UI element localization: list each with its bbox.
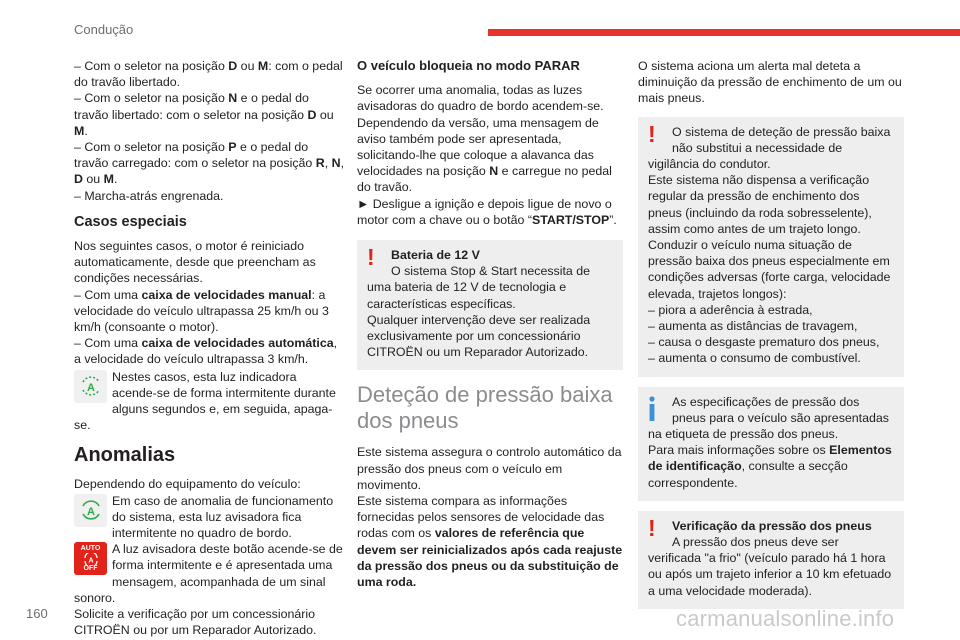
stop-mode-heading: O veículo bloqueia no modo PARAR: [357, 58, 580, 73]
anomalies-heading: Anomalias: [74, 444, 176, 467]
indicator-fault-note: A Em caso de anomalia de funcionamento do sistema, esta luz avisadora fica intermitente no quadro de bordo.: [74, 493, 344, 542]
warning-exclamation-icon: !: [367, 244, 375, 271]
manual-gearbox-item: – Com uma caixa de velocidades manual: a velocidade do veículo ultrapassa 25 km/h ou 3 km/h (consoante o motor).: [74, 287, 329, 335]
condition-item: – Com o seletor na posição P e o pedal do travão carregado: com o seletor na posição R, N, D ou M.: [74, 140, 345, 187]
auto-off-button-icon: AUTO A OFF: [74, 542, 107, 575]
svg-text:A: A: [86, 382, 95, 395]
special-cases-intro: Nos seguintes casos, o motor é reiniciado automaticamente, desde que preencham as condições necessárias.: [74, 239, 316, 286]
column-right: [638, 58, 904, 619]
column-left: [74, 58, 344, 639]
anomalies-intro: Dependendo do equipamento do veículo:: [74, 477, 301, 492]
watermark: carmanualsonline.info: [676, 606, 895, 631]
section-text: Este sistema assegura o controlo automático da pressão dos pneus com o veículo em movimento.: [357, 445, 622, 492]
header-accent-bar: [488, 29, 960, 36]
alert-text: O sistema aciona um alerta mal deteta a diminuição da pressão de enchimento de um ou mais pneus.: [638, 59, 902, 106]
svg-text:A: A: [86, 506, 95, 519]
section-text: Este sistema compara as informações fornecidas pelos sensores de velocidade das rodas com os valores de referência que devem ser reinicializados após cada reajuste da pressão dos pneus ou da substituição de uma roda.: [357, 494, 623, 590]
indicator-note: A Nestes casos, esta luz indicadora acende-se de forma intermitente durante alguns segundos e, em seguida, apaga-se.: [74, 369, 336, 433]
warning-exclamation-icon: !: [648, 514, 656, 541]
condition-item: – Com o seletor na posição D ou M: com o pedal do travão libertado.: [74, 59, 343, 90]
stop-mode-text: Se ocorrer uma anomalia, todas as luzes avisadoras do quadro de bordo acendem-se.: [357, 83, 604, 114]
anomalies-advice: Solicite a verificação por um concessionário CITROËN ou por um Reparador Autorizado.: [74, 607, 317, 638]
warning-exclamation-icon: !: [648, 120, 656, 147]
battery-warning-box: ! Bateria de 12 V O sistema Stop & Start necessita de uma bateria de 12 V de tecnologia e características específicas. Qualquer intervenção deve ser realizada exclusivamente por um concessionário CITROËN ou um Reparador Autorizado.: [357, 240, 623, 370]
pressure-check-warning-box: ! Verificação da pressão dos pneus A pressão dos pneus deve ser verificada "a frio" (veículo parado há 1 hora ou após um trajeto inferior a 10 km efetuado a uma velocidade moderada).: [638, 511, 904, 609]
tyre-spec-info-box: As especificações de pressão dos pneus para o veículo são apresentadas na etiqueta de pressão dos pneus. Para mais informações sobre os Elementos de identificação, consulte a secção correspondente.: [638, 387, 904, 501]
svg-text:A: A: [87, 557, 94, 565]
vigilance-warning-box: ! O sistema de deteção de pressão baixa não substitui a necessidade de vigilância do condutor. Este sistema não dispensa a verificação regular da pressão de enchimento dos pneus (incluindo da roda sobresselente), assim como antes de um trajeto longo. Conduzir o veículo numa situação de pressão baixa dos pneus especialmente em condições adversas (forte carga, velocidade elevada, trajetos longos): – piora a aderência à estrada, – aumenta as distâncias de travagem, – causa o desgaste prematuro dos pneus, – aumenta o consumo de combustível.: [638, 117, 904, 377]
condition-item: – Com o seletor na posição N e o pedal do travão libertado: com o seletor na posição D ou M.: [74, 91, 334, 138]
special-cases-heading: Casos especiais: [74, 213, 187, 230]
page-number: 160: [26, 606, 48, 621]
stop-start-indicator-icon: [74, 370, 107, 403]
stop-start-fault-icon: [74, 494, 107, 527]
section-title: Deteção de pressão baixa dos pneus: [357, 382, 613, 434]
running-header: Condução: [74, 22, 134, 37]
info-icon: [648, 396, 662, 426]
column-middle: [357, 58, 623, 590]
button-fault-note: AUTO A OFF A luz avisadora deste botão acende-se de forma intermitente e é apresentada uma mensagem, acompanhada de um sinal sonoro.: [74, 542, 343, 605]
automatic-gearbox-item: – Com uma caixa de velocidades automática, a velocidade do veículo ultrapassa 3 km/h.: [74, 336, 338, 367]
condition-item: – Marcha-atrás engrenada.: [74, 188, 224, 203]
stop-mode-text: Dependendo da versão, uma mensagem de aviso também pode ser apresentada, solicitando-lhe que coloque a alavanca das velocidades na posição N e carregue no pedal do travão.: [357, 115, 612, 195]
stop-mode-instruction: ► Desligue a ignição e depois ligue de novo o motor com a chave ou o botão “START/STOP”.: [357, 196, 617, 227]
